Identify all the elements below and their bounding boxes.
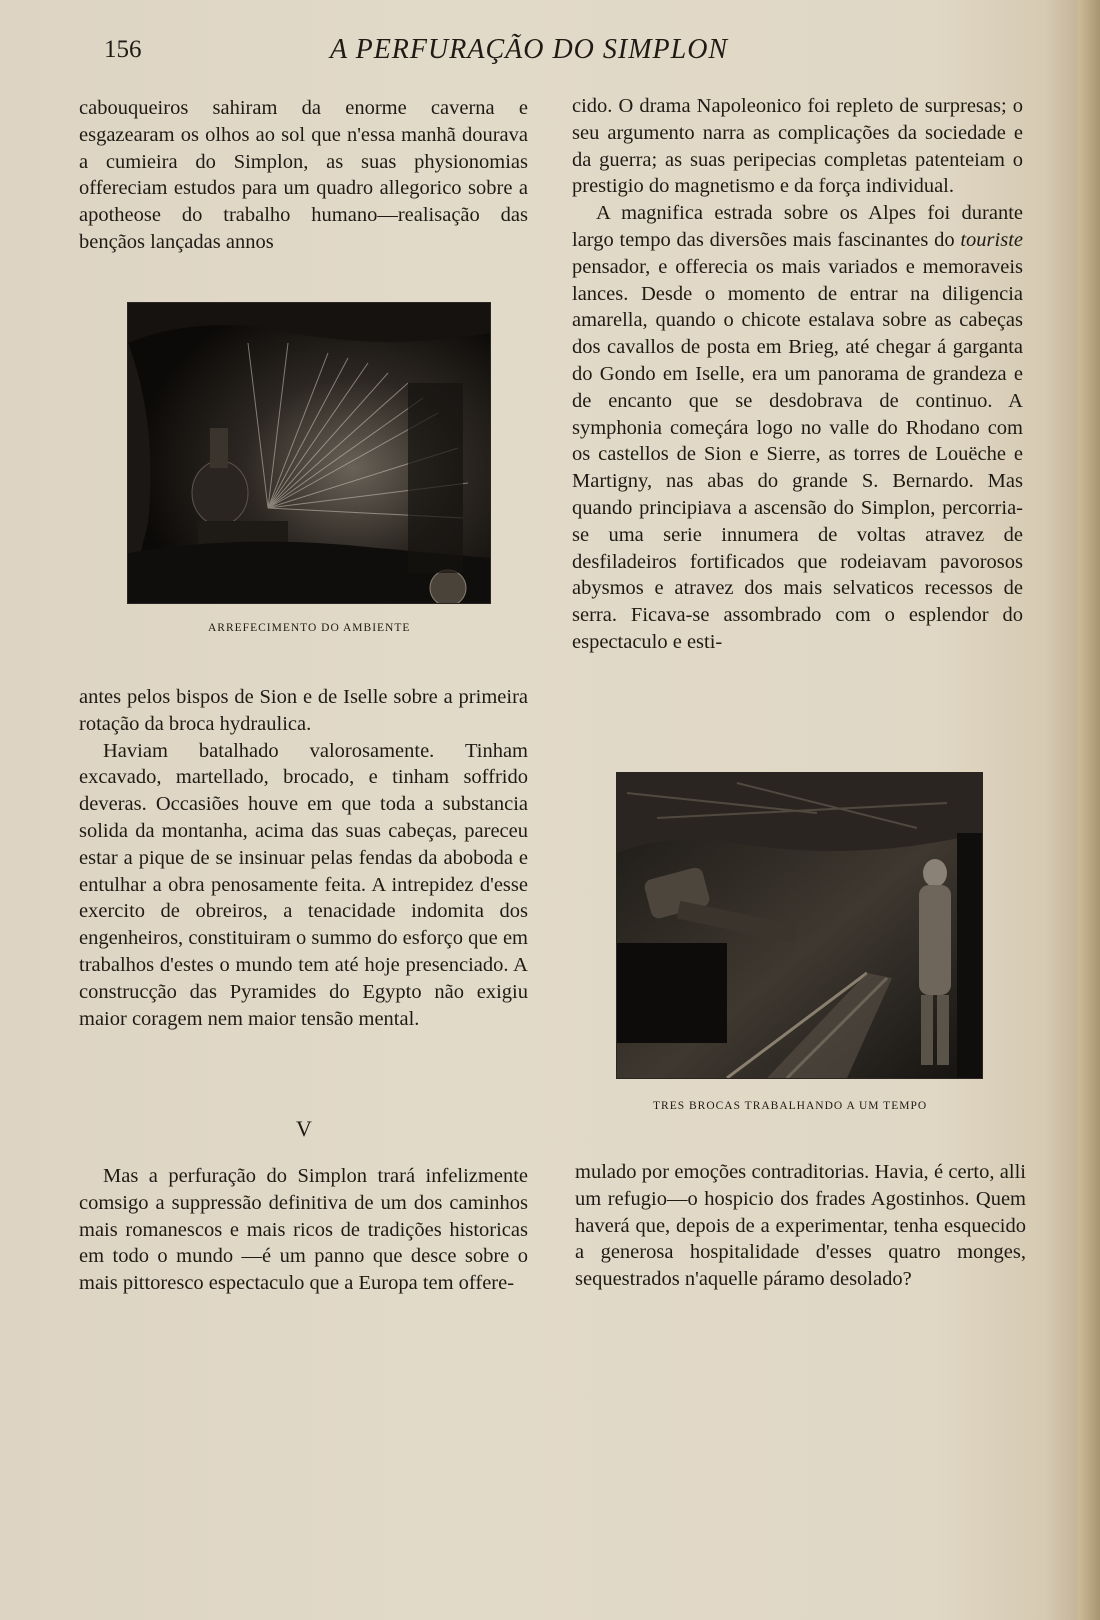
paragraph [572, 200, 1023, 656]
left-column-middle [79, 684, 528, 1032]
paragraph: cabouqueiros sahiram da enorme caverna e esgazearam os olhos ao sol que n'essa manhã dourava a cumieira do Simplon, as suas physionomias offereciam estudos para um quadro allegorico sobre a apotheose do trabalho humano—realisação das bençãos lançadas annos [79, 97, 528, 253]
italic-term: touriste [960, 228, 1024, 251]
drills-engraving [617, 773, 982, 1078]
page-edge [1078, 0, 1100, 1620]
paragraph: Mas a perfuração do Simplon trará infelizmente comsigo a suppressão definitiva de um dos caminhos mais romanescos e mais ricos de tradições historicas em todo o mundo —é um panno que desce sobre o mais pittoresco espectaculo que a Europa tem offere- [79, 1165, 528, 1295]
page-number: 156 [104, 36, 142, 63]
right-column-top [572, 93, 1023, 656]
text-run: pensador, e offerecia os mais variados e memoraveis lances. Desde o momento de entrar na diligencia amarella, quando o chicote estalava sobre as cabeças dos cavallos de posta em Brieg, até chegar á garganta do Gondo em Iselle, era um panorama de grandeza e de encanto que se desdobrava de continuo. A symphonia começára logo no valle do Rhodano com os castellos de Sion e Sierre, as torres de Louëche e Martigny, nas abas do grande S. Bernardo. Mas quando principiava a ascensão do Simplon, percorria-se uma serie innumera de voltas atravez de desfiladeiros fortificados que rodeiavam pavorosos abysmos e atravez dos mais selvaticos recessos de serra. Ficava-se assombrado com o esplendor do espectaculo e esti- [572, 255, 1023, 653]
section-numeral: V [296, 1116, 312, 1141]
paragraph: Haviam batalhado valorosamente. Tinham excavado, martellado, brocado, e tinham soffrido deveras. Occasiões houve em que toda a substancia solida da montanha, acima das suas cabeças, pareceu estar a pique de se insinuar pelas fendas da aboboda e entulhar a obra penosamente feita. A intrepidez d'esse exercito de obreiros, a tenacidade indomita dos engenheiros, constituiram o summo do esforço que em trabalhos d'estes o mundo tem até hoje presenciado. A construcção das Pyramides do Egypto não exigiu maior coragem nem maior tensão mental. [79, 739, 528, 1030]
cooling-engraving [128, 303, 490, 603]
figure-caption: ARREFECIMENTO DO AMBIENTE [208, 622, 411, 634]
running-head-title: A PERFURAÇÃO DO SIMPLON [330, 34, 729, 65]
figure-cooling-photo [127, 302, 491, 604]
paragraph: cido. O drama Napoleonico foi repleto de surpresas; o seu argumento narra as complicações da sociedade e da guerra; as suas peripecias completas patenteiam o prestigio do magnetismo e da força individual. [572, 95, 1023, 198]
right-column-bottom [575, 1159, 1026, 1293]
paragraph: antes pelos bispos de Sion e de Iselle sobre a primeira rotação da broca hydraulica. [79, 686, 528, 735]
figure-drills-photo [616, 772, 983, 1079]
figure-caption: TRES BROCAS TRABALHANDO A UM TEMPO [653, 1100, 928, 1112]
left-column-top [79, 95, 528, 256]
text-run: A magnifica estrada sobre os Alpes foi durante largo tempo das diversões mais fascinantes do [572, 202, 1023, 251]
left-column-bottom [79, 1163, 528, 1297]
paragraph: mulado por emoções contraditorias. Havia, é certo, alli um refugio—o hospicio dos frades Agostinhos. Quem haverá que, depois de a experimentar, tenha esquecido a generosa hospitalidade d'esses quatro monges, sequestrados n'aquelle páramo desolado? [575, 1161, 1026, 1291]
